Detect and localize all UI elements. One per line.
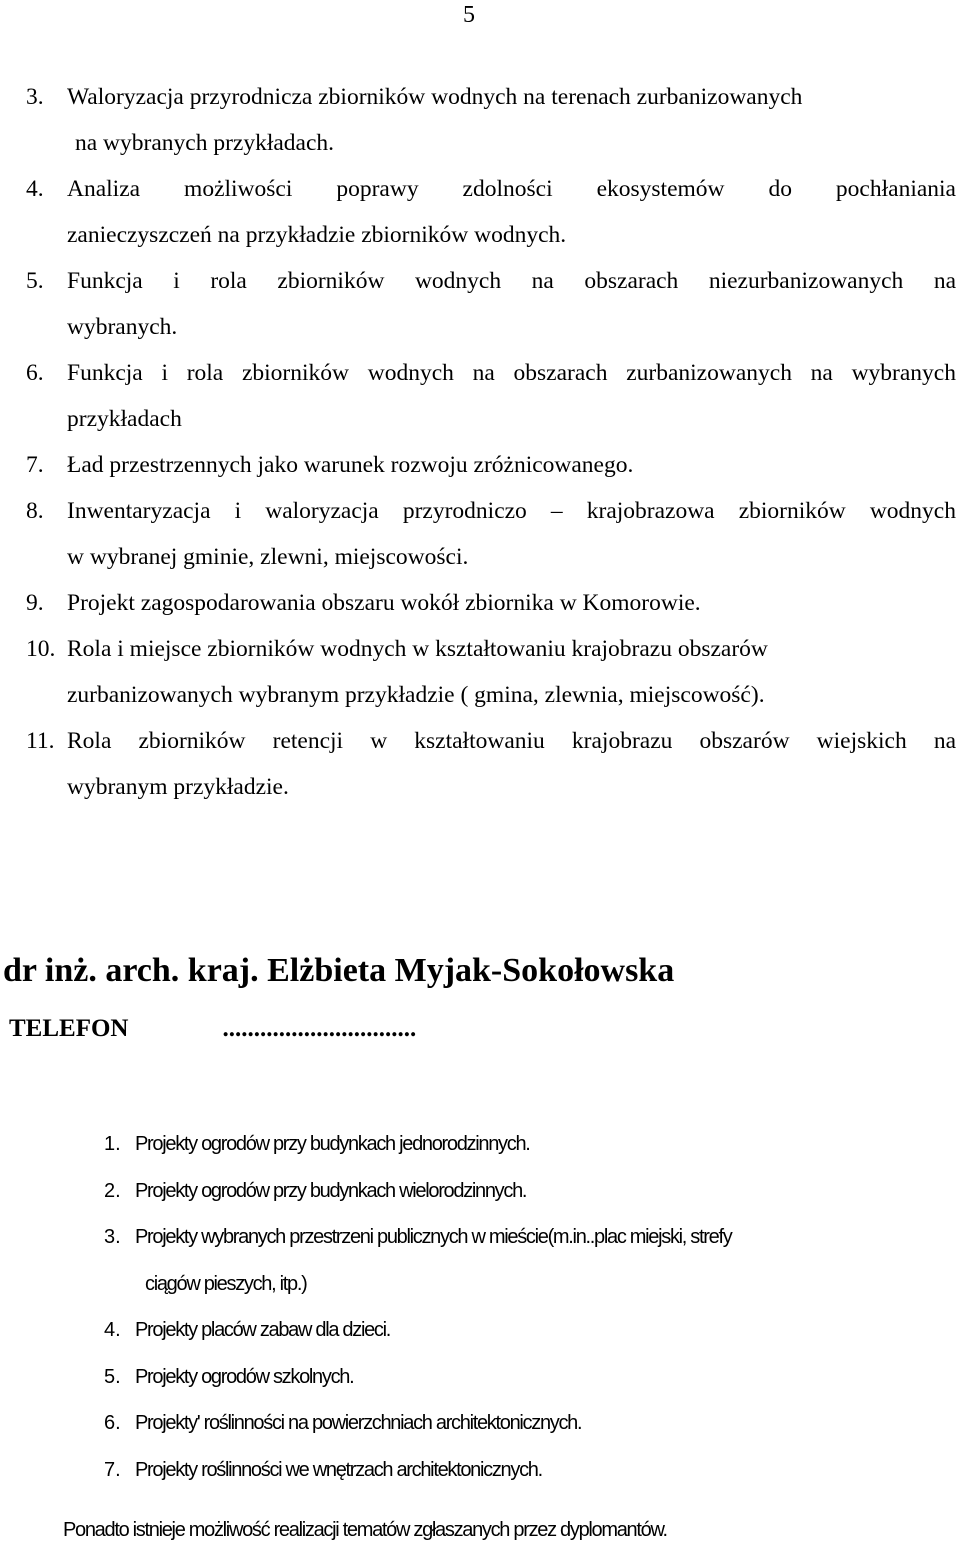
list-item xyxy=(104,1447,884,1494)
item-text: Projekty ogrodów przy budynkach jednorodzinnych. xyxy=(135,1133,530,1155)
item-line: w wybranej gminie, zlewni, miejscowości. xyxy=(67,544,469,570)
item-text xyxy=(67,350,956,442)
item-line: Rola i miejsce zbiorników wodnych w kształtowaniu krajobrazu obszarów xyxy=(67,636,768,662)
item-number: 4. xyxy=(104,1319,121,1341)
item-line: Funkcja i rola zbiorników wodnych na obszarach niezurbanizowanych na xyxy=(67,268,956,294)
item-line: zurbanizowanych wybranym przykładzie ( gmina, zlewnia, miejscowość). xyxy=(67,682,765,708)
list-item xyxy=(104,1354,884,1401)
item-line: Funkcja i rola zbiorników wodnych na obszarach zurbanizowanych na wybranych xyxy=(67,360,956,386)
author-name: dr inż. arch. kraj. Elżbieta Myjak-Sokołowska xyxy=(3,952,675,989)
page-number: 5 xyxy=(463,2,475,28)
item-number: 6. xyxy=(26,360,44,386)
phone-label: TELEFON xyxy=(9,1015,129,1042)
item-text: Projekty ogrodów szkolnych. xyxy=(135,1365,354,1388)
list-item xyxy=(104,1168,884,1215)
item-text xyxy=(67,166,956,258)
list-item xyxy=(26,718,956,810)
item-line: przykładach xyxy=(67,406,182,432)
footer-note: Ponadto istnieje możliwość realizacji tematów zgłaszanych przez dyplomantów. xyxy=(63,1519,667,1541)
item-number: 6. xyxy=(104,1412,121,1434)
list-item xyxy=(104,1307,884,1354)
list-item xyxy=(26,580,956,626)
item-text xyxy=(135,1214,884,1307)
list-item xyxy=(26,350,956,442)
item-number: 1. xyxy=(104,1133,121,1155)
list-item xyxy=(26,488,956,580)
item-text xyxy=(67,718,956,810)
item-number: 11. xyxy=(26,728,55,754)
item-line: ciągów pieszych, itp.) xyxy=(145,1272,307,1295)
item-text xyxy=(67,258,956,350)
item-number: 5. xyxy=(26,268,44,294)
item-text: Projekty' roślinności na powierzchniach architektonicznych. xyxy=(135,1412,582,1434)
item-number: 5. xyxy=(104,1365,121,1388)
item-text: Projekty roślinności we wnętrzach architektonicznych. xyxy=(135,1458,542,1481)
item-number: 10. xyxy=(26,636,56,662)
list-item xyxy=(26,626,956,718)
item-number: 3. xyxy=(104,1226,121,1248)
item-text xyxy=(67,442,956,488)
list-item xyxy=(26,258,956,350)
item-line: Analiza możliwości poprawy zdolności ekosystemów do pochłaniania xyxy=(67,176,956,202)
list-item xyxy=(104,1400,884,1447)
item-text xyxy=(67,488,956,580)
item-text: Projekty placów zabaw dla dzieci. xyxy=(135,1319,391,1341)
list-item xyxy=(26,442,956,488)
list-item xyxy=(104,1121,884,1168)
item-line: zanieczyszczeń na przykładzie zbiorników wodnych. xyxy=(67,222,567,248)
list-item xyxy=(104,1214,884,1307)
list-item xyxy=(26,74,956,166)
item-number: 2. xyxy=(104,1179,121,1202)
list-item xyxy=(26,166,956,258)
item-line: Projekty wybranych przestrzeni publicznych w mieście(m.in..plac miejski, strefy xyxy=(135,1226,732,1248)
item-line: Inwentaryzacja i waloryzacja przyrodniczo – krajobrazowa zbiorników wodnych xyxy=(67,498,956,524)
item-line: Projekt zagospodarowania obszaru wokół zbiornika w Komorowie. xyxy=(67,590,701,616)
phone-line xyxy=(9,1015,416,1043)
item-text xyxy=(67,74,956,166)
item-line: Waloryzacja przyrodnicza zbiorników wodnych na terenach zurbanizowanych xyxy=(67,84,803,110)
item-number: 3. xyxy=(26,84,44,110)
item-line: Rola zbiorników retencji w kształtowaniu krajobrazu obszarów wiejskich na xyxy=(67,728,956,754)
phone-value: ............................... xyxy=(222,1015,417,1042)
item-text xyxy=(67,626,956,718)
project-list xyxy=(104,1121,884,1493)
topic-list xyxy=(26,74,956,810)
item-number: 8. xyxy=(26,498,44,524)
item-number: 7. xyxy=(104,1458,121,1481)
item-text: Projekty ogrodów przy budynkach wielorodzinnych. xyxy=(135,1179,527,1202)
item-line: wybranym przykładzie. xyxy=(67,774,289,800)
item-line: wybranych. xyxy=(67,314,178,340)
item-number: 4. xyxy=(26,176,44,202)
item-text xyxy=(67,580,956,626)
item-line: Ład przestrzennych jako warunek rozwoju zróżnicowanego. xyxy=(67,452,634,478)
item-number: 9. xyxy=(26,590,44,616)
item-number: 7. xyxy=(26,452,44,478)
item-line: na wybranych przykładach. xyxy=(75,130,335,156)
